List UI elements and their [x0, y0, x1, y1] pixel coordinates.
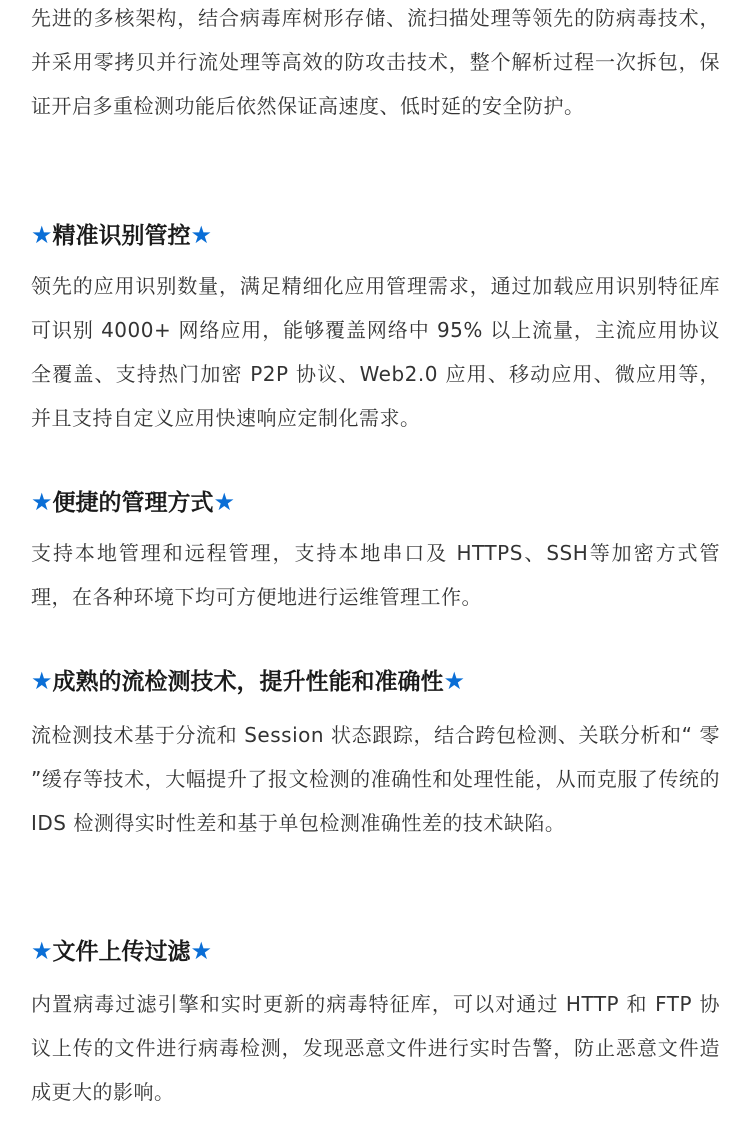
section-body-file-upload: 内置病毒过滤引擎和实时更新的病毒特征库，可以对通过 HTTP 和 FTP 协议上传的文件进行病毒检测，发现恶意文件进行实时告警，防止恶意文件造成更大的影响。: [31, 992, 720, 1104]
section-title: 成熟的流检测技术，提升性能和准确性: [52, 669, 444, 695]
section-body-management: 支持本地管理和远程管理，支持本地串口及 HTTPS、SSH等加密方式管理，在各种环境下均可方便地进行运维管理工作。: [31, 541, 720, 609]
star-icon: ★: [190, 937, 213, 965]
section-body-recognition: 领先的应用识别数量，满足精细化应用管理需求，通过加载应用识别特征库可识别 4000+ 网络应用，能够覆盖网络中 95% 以上流量，主流应用协议全覆盖、支持热门加密 P2P 协议、Web2.0 应用、移动应用、微应用等，并且支持自定义应用快速响应定制化需求。: [31, 274, 720, 430]
section-title: 精准识别管控: [52, 223, 191, 249]
section-heading-file-upload: [31, 931, 212, 971]
section-title: 文件上传过滤: [52, 939, 191, 965]
section-body-intro: 先进的多核架构，结合病毒库树形存储、流扫描处理等领先的防病毒技术，并采用零拷贝并行流处理等高效的防攻击技术，整个解析过程一次拆包，保证开启多重检测功能后依然保证高速度、低时延的安全防护。: [31, 6, 720, 118]
section-heading-flow-detection: [31, 661, 465, 701]
star-icon: ★: [443, 667, 466, 695]
star-icon: ★: [31, 937, 53, 965]
star-icon: ★: [31, 667, 53, 695]
section-title: 便捷的管理方式: [52, 490, 214, 516]
section-body-flow-detection: 流检测技术基于分流和 Session 状态跟踪，结合跨包检测、关联分析和“ 零 ”缓存等技术，大幅提升了报文检测的准确性和处理性能，从而克服了传统的 IDS 检测得实时性差和基于单包检测准确性差的技术缺陷。: [31, 723, 720, 835]
section-heading-management: [31, 482, 235, 522]
star-icon: ★: [31, 221, 53, 249]
star-icon: ★: [213, 488, 236, 516]
star-icon: ★: [31, 488, 53, 516]
section-heading-recognition: [31, 215, 212, 255]
star-icon: ★: [190, 221, 213, 249]
